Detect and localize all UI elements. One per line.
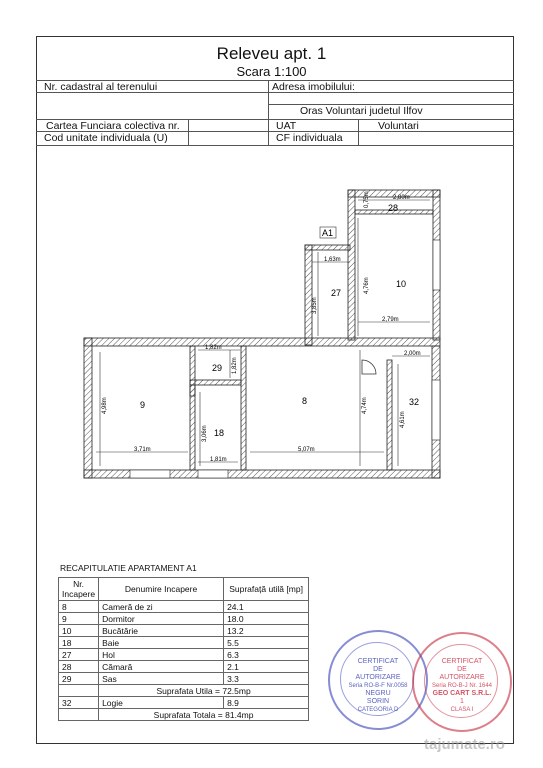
dim-label: 4,98m: [102, 397, 108, 414]
cf-colectiva-label: Cartea Funciara colectiva nr.: [46, 120, 180, 132]
stamp-text: 1: [460, 698, 464, 705]
stamp-text: DE: [457, 666, 467, 673]
cod-unitate-label: Cod unitate individuala (U): [44, 132, 168, 144]
dim-label: 4,74m: [362, 397, 368, 414]
row-name: Logie: [99, 697, 224, 709]
window-mark: [130, 470, 170, 478]
address-value: Oras Voluntari judetul Ilfov: [300, 105, 423, 117]
dim-label: 4,61m: [400, 411, 406, 428]
dim-label: 2,80m: [393, 195, 410, 201]
room-28: 28: [388, 203, 399, 213]
total-text: Suprafata Totala = 81.4mp: [99, 709, 309, 721]
stamp-certificate-right: [412, 632, 512, 732]
dimension-lines: [96, 200, 430, 466]
document-scale: Scara 1:100: [236, 64, 307, 79]
stamp-text: AUTORIZARE: [439, 674, 485, 681]
cadastral-label: Nr. cadastral al terenului: [44, 81, 158, 93]
recap-table: [58, 577, 309, 721]
row-name: Baie: [99, 637, 224, 649]
dim-label: 1,82m: [205, 345, 222, 351]
row-name: Sas: [99, 673, 224, 685]
document-title: Releveu apt. 1: [216, 44, 327, 63]
dim-label: 3,85m: [312, 297, 318, 314]
dim-label: 2,00m: [404, 351, 421, 357]
stamp-text: AUTORIZARE: [355, 674, 401, 681]
window-mark: [432, 380, 440, 440]
row-area: 18.0: [224, 613, 309, 625]
row-area: 5.5: [224, 637, 309, 649]
cf-individuala-label: CF individuala: [276, 132, 343, 144]
row-nr: 10: [59, 625, 99, 637]
dim-label: 1,82m: [232, 357, 238, 374]
row-area: 2.1: [224, 661, 309, 673]
room-8: 8: [302, 396, 308, 406]
uat-label: UAT: [276, 120, 297, 132]
uat-value: Voluntari: [378, 120, 419, 132]
table-row: [59, 637, 309, 649]
room-10: 10: [396, 279, 407, 289]
stamp-text: DE: [373, 666, 383, 673]
row-nr: 29: [59, 673, 99, 685]
table-row: [59, 649, 309, 661]
row-name: Cămară: [99, 661, 224, 673]
address-label: Adresa imobilului:: [272, 81, 355, 93]
table-row: [59, 697, 309, 709]
row-name: Hol: [99, 649, 224, 661]
stamp-text: SORIN: [366, 698, 390, 705]
room-32: 32: [409, 397, 420, 407]
dim-label: 5,07m: [298, 447, 315, 453]
subtotal-row: [59, 685, 309, 697]
dim-label: 2,79m: [382, 317, 399, 323]
dim-label: 1,81m: [210, 457, 227, 463]
room-18: 18: [214, 428, 225, 438]
dim-label: 3,71m: [134, 447, 151, 453]
dim-label: 1,63m: [324, 257, 341, 263]
table-row: [59, 613, 309, 625]
dim-label: 4,76m: [364, 277, 370, 294]
row-area: 13.2: [224, 625, 309, 637]
stamp-text: CATEGORIA D: [357, 707, 399, 713]
door-swing: [362, 360, 376, 374]
stamp-text: CLASA I: [450, 707, 474, 713]
row-nr: 18: [59, 637, 99, 649]
room-9: 9: [140, 400, 146, 410]
row-nr: 8: [59, 601, 99, 613]
row-name: Cameră de zi: [99, 601, 224, 613]
table-row: [59, 601, 309, 613]
row-area: 8.9: [224, 697, 309, 709]
stamp-text: Seria RO-B-J Nr. 1644: [431, 683, 493, 689]
row-nr: 28: [59, 661, 99, 673]
recap-header-row: [59, 578, 309, 601]
dim-label: 3,06m: [202, 425, 208, 442]
table-row: [59, 661, 309, 673]
row-name: Dormitor: [99, 613, 224, 625]
subtotal-text: Suprafata Utila = 72.5mp: [99, 685, 309, 697]
row-area: 24.1: [224, 601, 309, 613]
row-nr: 9: [59, 613, 99, 625]
walls: [84, 190, 440, 478]
room-29: 29: [212, 363, 223, 373]
col-name-header: Denumire Incapere: [99, 578, 224, 601]
recap-title: RECAPITULATIE APARTAMENT A1: [60, 563, 197, 573]
col-area-header: Suprafață utilă [mp]: [224, 578, 309, 601]
row-nr: 32: [59, 697, 99, 709]
row-area: 3.3: [224, 673, 309, 685]
total-row: [59, 709, 309, 721]
stamp-text: NEGRU: [365, 690, 391, 697]
col-nr-header: Nr. Incapere: [59, 578, 99, 601]
stamp-text: CERTIFICAT: [357, 658, 399, 665]
window-mark: [198, 470, 228, 478]
stamp-text: CERTIFICAT: [441, 658, 483, 665]
unit-tag: A1: [322, 228, 334, 238]
dim-label: 0,75m: [364, 191, 370, 208]
row-area: 6.3: [224, 649, 309, 661]
row-name: Bucătărie: [99, 625, 224, 637]
room-27: 27: [331, 288, 342, 298]
stamp-text: Seria RO-B-F Nr.0058: [348, 683, 408, 689]
window-mark: [433, 240, 440, 290]
stamp-text: GEO CART S.R.L.: [432, 690, 492, 697]
row-nr: 27: [59, 649, 99, 661]
watermark: tajumate.ro: [424, 736, 505, 753]
table-row: [59, 625, 309, 637]
table-row: [59, 673, 309, 685]
